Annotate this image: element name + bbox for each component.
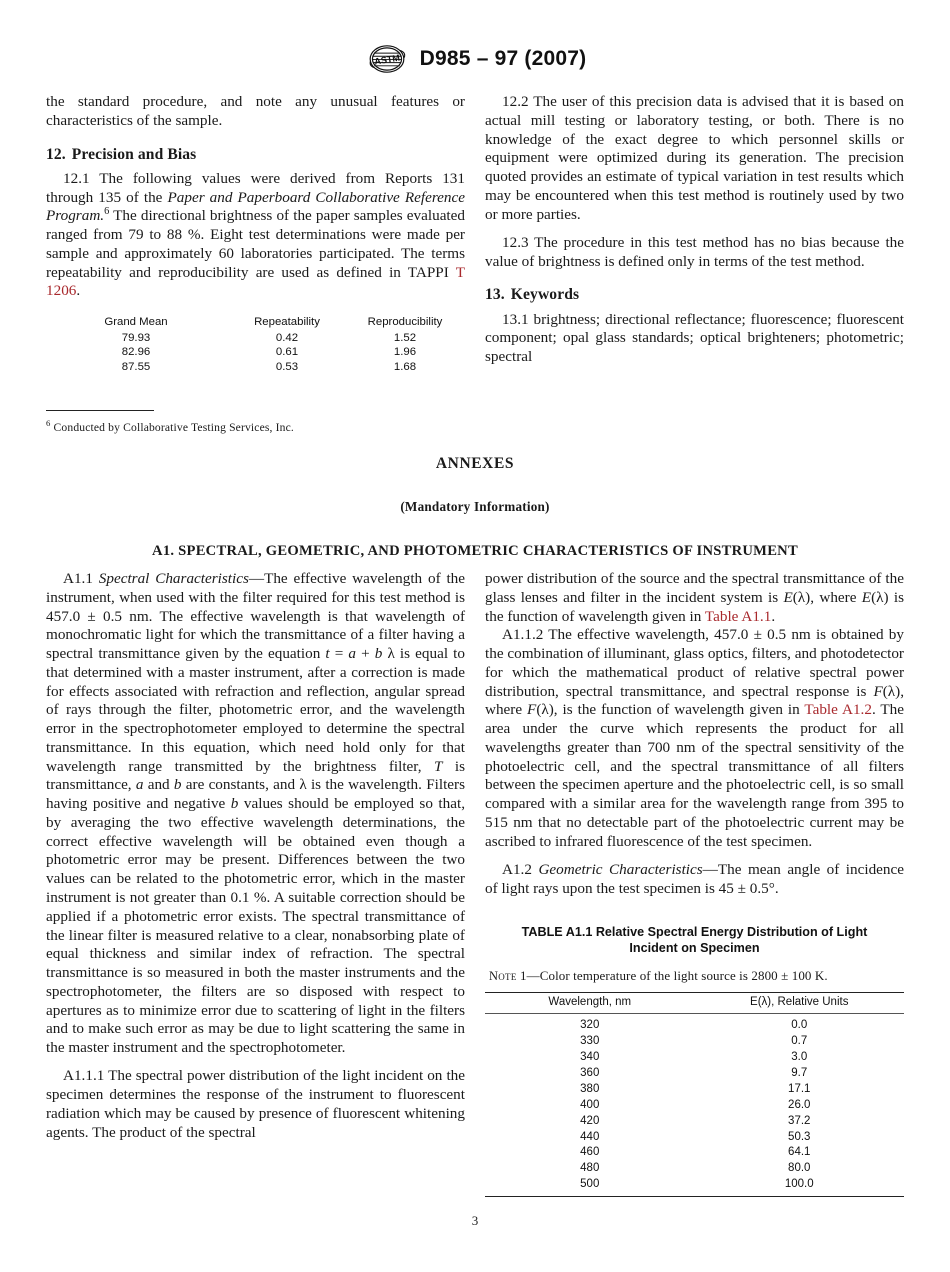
paragraph-a1-1-2: [485, 626, 904, 851]
table-row: [485, 1161, 904, 1177]
paragraph-a1-1: [46, 570, 465, 1058]
a1-1-1-cont-part-c: (λ) is the function of wavelength given in: [485, 588, 904, 625]
top-left-column: [46, 93, 465, 435]
cell-repeatability: 0.53: [275, 361, 299, 374]
a1-1-2-part-d: . The area under the curve which represents the product for all wavelengths greater than 700 nm of the spectral sensitivity of the photoelectric cell, and the spectral transmittance of all filters between the specimen aperture and the photoelectric cell, is so small compared with a similar area for the wavelength range from 395 to 515 nm that no detectable part of the photoelectric current may be ascribed to infrared fluorescence of the test specimen.: [485, 701, 905, 850]
eq-var-b: b: [374, 645, 383, 663]
cell-energy: 3.0: [791, 1050, 808, 1063]
p12-1-part-b: The directional brightness of the paper samples evaluated ranged from 79 to 88 %. Eight test determinations were made per sample and approximately 60 laboratories participated. The terms repeatability and reproducibility are used as defined in TAPPI: [46, 207, 465, 281]
table-row: [485, 1081, 904, 1097]
cell-wavelength: 320: [580, 1018, 600, 1031]
cell-energy: 64.1: [788, 1146, 811, 1159]
var-b-2: b: [230, 795, 239, 813]
cell-repeatability: 0.61: [275, 346, 299, 359]
table-row: [485, 1013, 904, 1033]
cell-wavelength: 440: [580, 1130, 600, 1143]
cell-grand-mean: 79.93: [121, 331, 151, 344]
annex-right-column: [485, 570, 904, 1197]
a1-1-1-cont-part-d: .: [771, 607, 776, 625]
a1-1-text-part2: is equal to that determined with a master instrument, after a correction is made for effects associated with refraction and reflection, angular spread of rays through the filter, photometric error, and the wavelength error in the spectrophotometer employed to determine the spectral transmittance. In this equation, which need hold only for that wavelength range transmitted by the brightness filter,: [46, 645, 465, 775]
a1-2-number: A1.2: [502, 860, 539, 878]
paragraph-12-1: [46, 170, 465, 301]
cell-energy: 0.0: [791, 1018, 808, 1031]
table-header-row: [485, 992, 904, 1013]
cell-energy: 100.0: [784, 1178, 814, 1191]
annex-a1-heading: A1. SPECTRAL, GEOMETRIC, AND PHOTOMETRIC CHARACTERISTICS OF INSTRUMENT: [152, 543, 798, 559]
a1-2-text: —The mean angle of incidence of light rays upon the test specimen is 45 ± 0.5°.: [485, 860, 904, 897]
cell-wavelength: 420: [580, 1114, 600, 1127]
a1-2-italic-title: Geometric Characteristics: [538, 860, 703, 878]
paragraph-12-3: 12.3 The procedure in this test method has no bias because the value of brightness is defined only in terms of the test method.: [485, 233, 904, 270]
paragraph-13-1: 13.1 brightness; directional reflectance; fluorescence; fluorescent component; opal glass standards; optical brighteners; photometric; spectral: [485, 310, 904, 366]
a1-1-text-part6: values should be employed so that, by averaging the two effective wavelength determinations, the correct effective wavelength will be obtained even though a photometric error may be present. Differences between the two values can be related to the photometric error, which in the master instrument is not greater than 0.1 %. A suitable correction should be applied if a photometric error exists. The spectral transmittance of the linear filter is measured relative to a clear, nonabsorbing plate of equal thickness and similar index of refraction. The spectral transmittance is so measured in both the master instruments and the spectrophotometer, the filters are so disposed with respect to apertures as to minimize error due to scattering of light in the filters and to make such error as may be due to light scattering the same in the master instrument and the spectrophotometer.: [46, 795, 465, 1057]
cell-grand-mean: 87.55: [121, 361, 151, 374]
cell-reproducibility: 1.52: [393, 331, 417, 344]
cell-wavelength: 330: [580, 1034, 600, 1047]
p12-1-italic-title: Paper and Paperboard Collaborative Reference Program.: [46, 188, 466, 225]
var-T: T: [433, 757, 443, 775]
cell-reproducibility: 1.68: [393, 361, 417, 374]
footnote-number: 6: [46, 417, 51, 428]
note-label: Note: [489, 969, 517, 984]
eq-var-a: a: [348, 645, 356, 663]
annex-heading-block: [46, 455, 904, 560]
table-a1-1-wrapper: [485, 924, 904, 1198]
cell-energy: 50.3: [788, 1130, 811, 1143]
table-row: [50, 330, 458, 345]
paragraph-a1-2: [485, 861, 904, 899]
cell-wavelength: 340: [580, 1050, 600, 1063]
table-row: [485, 1113, 904, 1129]
intro-paragraph: the standard procedure, and note any unusual features or characteristics of the sample.: [46, 93, 465, 129]
eq-var-t: t: [325, 645, 330, 663]
footnote-marker-6: 6: [104, 206, 110, 218]
precision-values-table: [50, 315, 458, 375]
section-13-title: Keywords: [510, 286, 580, 304]
cell-energy: 0.7: [791, 1034, 808, 1047]
cell-energy: 9.7: [791, 1066, 808, 1079]
section-13-heading: [485, 285, 904, 304]
table-row: [50, 345, 458, 360]
table-row: [485, 1097, 904, 1113]
cell-wavelength: 480: [580, 1162, 600, 1175]
a1-1-number: A1.1: [63, 570, 99, 587]
table-bottom-rule-row: [485, 1197, 904, 1198]
cell-energy: 17.1: [788, 1082, 811, 1095]
table-row: [50, 360, 458, 375]
annex-left-column: [46, 570, 465, 1142]
cell-energy: 80.0: [788, 1162, 811, 1175]
document-header: [0, 44, 950, 74]
document-designation: D985 – 97 (2007): [419, 47, 587, 70]
cell-wavelength: 380: [580, 1082, 600, 1095]
table-row: [485, 1145, 904, 1161]
a1-1-text-part1: —The effective wavelength of the instrument, when used with the filter required for this test method is 457.0 ± 0.5 nm. The effective wavelength is that wavelength of monochromatic light for which the transmittance of a filter having a spectral transmittance given by the equation: [46, 570, 465, 663]
table-bottom-rule: [485, 1197, 904, 1198]
section-13-number: 13.: [485, 286, 505, 304]
note-text: 1—Color temperature of the light source is 2800 ± 100 K.: [516, 968, 828, 984]
paragraph-12-2: 12.2 The user of this precision data is advised that it is based on actual mill testing or laboratory testing, or both. There is no knowledge of the exact degree to which personnel skills or equipment were optimized during its generation. The precision quoted provides an estimate of typical variation in test results which may be encountered when this test method is routinely used by two or more parties.: [485, 93, 904, 223]
section-12-title: Precision and Bias: [71, 145, 197, 163]
cell-energy: 37.2: [788, 1114, 811, 1127]
var-a: a: [135, 776, 144, 794]
a1-1-1-cont-part-a: power distribution of the source and the spectral transmittance of the glass lenses and filter in the incident system is: [485, 570, 904, 606]
col-header-repeatability: Repeatability: [254, 316, 320, 329]
a1-1-2-part-b: (λ), where: [485, 682, 904, 719]
page-number: 3: [471, 1213, 479, 1228]
var-b: b: [173, 776, 182, 794]
col-header-reproducibility: Reproducibility: [367, 316, 443, 329]
cell-wavelength: 360: [580, 1066, 600, 1079]
a1-1-2-part-c: (λ), is the function of wavelength given in: [536, 701, 805, 719]
footnote-separator-rule: [46, 410, 154, 411]
a1-1-2-part-a: A1.1.2 The effective wavelength, 457.0 ± 0.5 nm is obtained by the combination of illuminant, glass optics, filters, and photodetector for which the mathematical product of relative spectral power distribution, spectral transmittance, and spectral response is: [485, 626, 904, 700]
annexes-title: ANNEXES: [435, 455, 515, 472]
var-E-1: E: [783, 588, 793, 606]
annexes-subtitle: (Mandatory Information): [400, 499, 550, 514]
precision-table-header-row: [50, 315, 458, 330]
paragraph-a1-1-1-continued: [485, 570, 904, 626]
link-table-a1-1[interactable]: Table A1.1: [704, 607, 772, 625]
a1-1-text-part5: are constants, and λ is the wavelength. Filters having positive and negative: [46, 776, 466, 813]
a1-1-text-part3: is transmittance,: [46, 757, 465, 794]
cell-wavelength: 460: [580, 1146, 600, 1159]
table-row: [485, 1065, 904, 1081]
link-tappi-t1206[interactable]: T 1206: [46, 263, 465, 300]
paragraph-a1-1-1: A1.1.1 The spectral power distribution of the light incident on the specimen determines the response of the instrument to fluorescent radiation which may be caused by presence of fluorescent whitening agents. The product of the spectral: [46, 1067, 465, 1141]
col-header-relative-units: E(λ), Relative Units: [695, 992, 905, 1013]
var-F-1: F: [873, 682, 883, 700]
cell-grand-mean: 82.96: [121, 346, 151, 359]
cell-wavelength: 500: [580, 1178, 600, 1191]
link-table-a1-2[interactable]: Table A1.2: [804, 701, 872, 719]
table-row: [485, 1033, 904, 1049]
footnote-6: [46, 417, 465, 435]
table-a1-1: [485, 992, 904, 1198]
footnote-text: Conducted by Collaborative Testing Services, Inc.: [50, 420, 294, 434]
a1-1-italic-title: Spectral Characteristics: [98, 570, 249, 587]
top-right-column: [485, 93, 904, 367]
var-E-2: E: [861, 588, 872, 606]
eq-plus: +: [356, 645, 375, 663]
section-12-number: 12.: [46, 145, 66, 163]
cell-energy: 26.0: [788, 1098, 811, 1111]
eq-lambda: λ: [382, 645, 395, 663]
cell-repeatability: 0.42: [275, 331, 299, 344]
cell-reproducibility: 1.96: [393, 346, 417, 359]
table-a1-1-caption: TABLE A1.1 Relative Spectral Energy Distribution of Light Incident on Specimen: [521, 924, 868, 955]
table-row: [485, 1049, 904, 1065]
table-a1-1-note: [485, 968, 904, 984]
svg-text:ASTM: ASTM: [373, 52, 401, 67]
astm-logo-icon: [364, 44, 410, 74]
col-header-wavelength: Wavelength, nm: [485, 992, 695, 1013]
section-12-heading: [46, 145, 465, 164]
a1-1-1-cont-part-b: (λ), where: [792, 588, 862, 606]
var-F-2: F: [527, 701, 537, 719]
a1-1-text-part4: and: [143, 776, 174, 794]
cell-wavelength: 400: [580, 1098, 600, 1111]
table-row: [485, 1177, 904, 1197]
p12-1-part-c: .: [76, 282, 81, 300]
p12-1-part-a: 12.1 The following values were derived from Reports 131 through 135 of the: [46, 169, 465, 206]
eq-equals: =: [329, 645, 349, 663]
col-header-grand-mean: Grand Mean: [104, 316, 168, 329]
table-row: [485, 1129, 904, 1145]
